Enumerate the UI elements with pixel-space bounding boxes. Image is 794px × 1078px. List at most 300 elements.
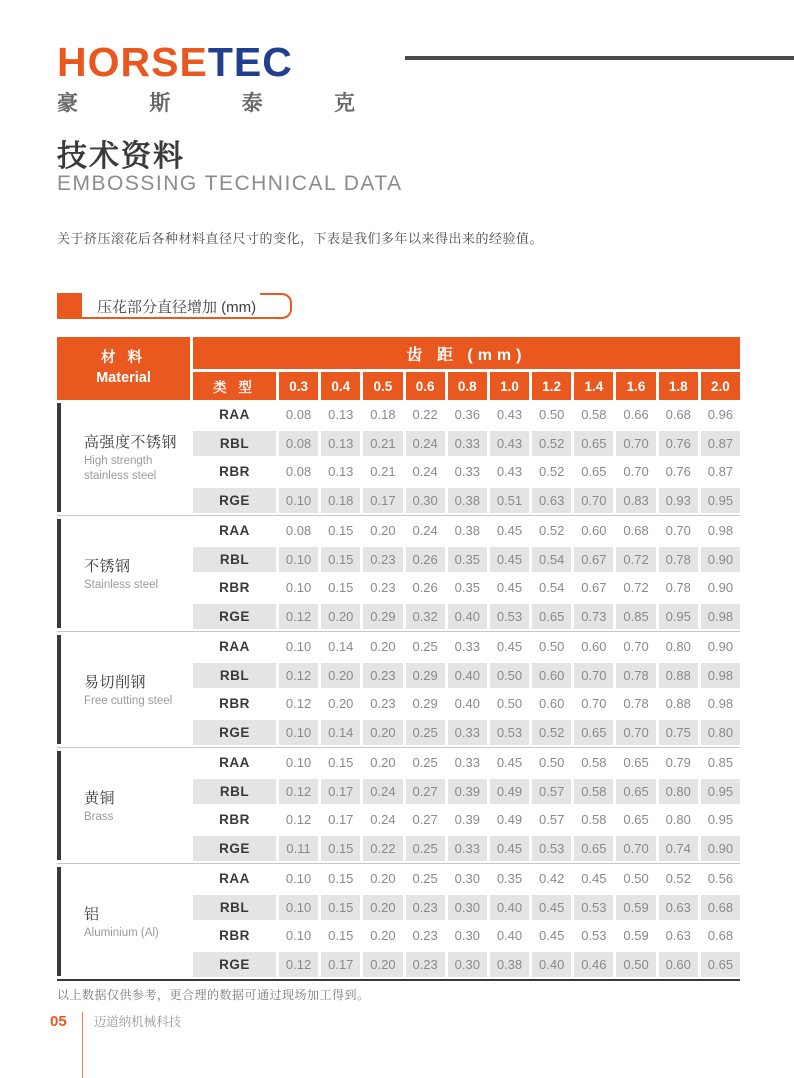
pitch-value-cell: 0.60 — [574, 632, 613, 661]
pitch-value-cell: 0.53 — [532, 834, 571, 863]
pitch-value-cell: 0.52 — [532, 429, 571, 458]
pitch-value-cell: 0.40 — [490, 893, 529, 922]
pitch-value-cell: 0.51 — [490, 486, 529, 515]
pitch-value-cell: 0.63 — [659, 893, 698, 922]
type-cell: RAA — [193, 748, 276, 777]
pitch-value-cell: 0.12 — [279, 950, 318, 979]
pitch-value-cell: 0.65 — [701, 950, 740, 979]
pitch-value-cell: 0.12 — [279, 806, 318, 835]
pitch-value-cell: 0.80 — [659, 777, 698, 806]
tag-corner-bracket — [260, 293, 292, 319]
pitch-value-cell: 0.20 — [363, 718, 402, 747]
pitch-value-cell: 0.30 — [406, 486, 445, 515]
pitch-value-cell: 0.25 — [406, 632, 445, 661]
pitch-column-header: 0.5 — [363, 372, 402, 400]
pitch-value-cell: 0.53 — [574, 922, 613, 951]
pitch-value-cell: 0.65 — [574, 429, 613, 458]
type-cell: RGE — [193, 602, 276, 631]
pitch-value-cell: 0.15 — [321, 748, 360, 777]
pitch-value-cell: 0.42 — [532, 864, 571, 893]
pitch-value-cell: 0.27 — [406, 777, 445, 806]
pitch-value-cell: 0.43 — [490, 429, 529, 458]
pitch-value-cell: 0.90 — [701, 834, 740, 863]
pitch-value-cell: 0.50 — [490, 690, 529, 719]
pitch-value-cell: 0.65 — [574, 458, 613, 487]
logo-tec-text: TEC — [207, 39, 293, 85]
pitch-value-cell: 0.35 — [448, 574, 487, 603]
pitch-value-cell: 0.63 — [532, 486, 571, 515]
pitch-value-cell: 0.33 — [448, 632, 487, 661]
pitch-value-cell: 0.83 — [616, 486, 655, 515]
pitch-value-cell: 0.50 — [616, 864, 655, 893]
pitch-value-cell: 0.12 — [279, 661, 318, 690]
pitch-column-header: 0.3 — [279, 372, 318, 400]
pitch-value-cell: 0.68 — [616, 516, 655, 545]
material-cell — [57, 400, 190, 515]
pitch-value-cell: 0.58 — [574, 806, 613, 835]
pitch-value-cell: 0.40 — [532, 950, 571, 979]
logo-horse-text: HORSE — [57, 39, 208, 85]
pitch-value-cell: 0.30 — [448, 864, 487, 893]
pitch-value-cell: 0.54 — [532, 545, 571, 574]
pitch-value-cell: 0.70 — [616, 834, 655, 863]
pitch-value-cell: 0.08 — [279, 400, 318, 429]
pitch-value-cell: 0.35 — [448, 545, 487, 574]
pitch-value-cell: 0.30 — [448, 893, 487, 922]
pitch-value-cell: 0.10 — [279, 922, 318, 951]
pitch-value-cell: 0.45 — [490, 516, 529, 545]
pitch-value-cell: 0.23 — [363, 690, 402, 719]
pitch-value-cell: 0.13 — [321, 400, 360, 429]
material-group — [57, 631, 740, 747]
pitch-value-cell: 0.57 — [532, 777, 571, 806]
table-header — [57, 337, 740, 400]
pitch-value-cell: 0.43 — [490, 458, 529, 487]
pitch-value-cell: 0.23 — [363, 661, 402, 690]
pitch-value-cell: 0.52 — [532, 516, 571, 545]
pitch-value-cell: 0.95 — [701, 806, 740, 835]
pitch-value-cell: 0.52 — [532, 718, 571, 747]
pitch-value-cell: 0.18 — [363, 400, 402, 429]
pitch-value-cell: 0.11 — [279, 834, 318, 863]
pitch-value-cell: 0.45 — [490, 834, 529, 863]
pitch-value-cell: 0.80 — [701, 718, 740, 747]
pitch-value-cell: 0.20 — [363, 516, 402, 545]
type-cell: RBR — [193, 806, 276, 835]
pitch-value-cell: 0.76 — [659, 429, 698, 458]
pitch-value-cell: 0.18 — [321, 486, 360, 515]
pitch-value-cell: 0.15 — [321, 922, 360, 951]
material-name-en: Free cutting steel — [84, 694, 173, 707]
material-name-en: High strength stainless steel — [84, 455, 157, 482]
pitch-value-cell: 0.17 — [321, 777, 360, 806]
pitch-value-cell: 0.10 — [279, 893, 318, 922]
material-name-cn: 高强度不锈钢 — [84, 434, 178, 452]
pitch-value-cell: 0.20 — [363, 893, 402, 922]
logo-chinese-char: 豪 — [57, 92, 78, 115]
pitch-value-cell: 0.95 — [659, 602, 698, 631]
pitch-value-cell: 0.70 — [574, 661, 613, 690]
pitch-column-header: 1.8 — [659, 372, 698, 400]
pitch-value-cell: 0.57 — [532, 806, 571, 835]
pitch-value-cell: 0.33 — [448, 458, 487, 487]
embossing-data-table — [57, 337, 740, 981]
pitch-column-header: 1.4 — [574, 372, 613, 400]
pitch-value-cell: 0.88 — [659, 661, 698, 690]
material-name-cn: 不锈钢 — [84, 557, 131, 575]
page-number: 05 — [50, 1013, 67, 1030]
pitch-value-cell: 0.70 — [659, 516, 698, 545]
material-name-cn: 黄铜 — [84, 789, 116, 807]
pitch-value-cell: 0.63 — [659, 922, 698, 951]
pitch-value-cell: 0.13 — [321, 458, 360, 487]
material-cell — [57, 516, 190, 631]
pitch-value-cell: 0.29 — [406, 661, 445, 690]
type-cell: RGE — [193, 718, 276, 747]
material-cell — [57, 748, 190, 863]
pitch-value-cell: 0.70 — [616, 718, 655, 747]
pitch-value-cell: 0.20 — [321, 602, 360, 631]
pitch-value-cell: 0.35 — [490, 864, 529, 893]
pitch-column-header: 2.0 — [701, 372, 740, 400]
pitch-value-cell: 0.20 — [363, 950, 402, 979]
pitch-value-cell: 0.23 — [406, 893, 445, 922]
pitch-value-cell: 0.21 — [363, 429, 402, 458]
pitch-value-cell: 0.24 — [406, 429, 445, 458]
pitch-value-cell: 0.40 — [448, 661, 487, 690]
pitch-value-cell: 0.45 — [490, 748, 529, 777]
pitch-value-cell: 0.59 — [616, 893, 655, 922]
pitch-value-cell: 0.08 — [279, 429, 318, 458]
pitch-value-cell: 0.33 — [448, 834, 487, 863]
pitch-value-cell: 0.39 — [448, 806, 487, 835]
pitch-value-cell: 0.73 — [574, 602, 613, 631]
pitch-value-cell: 0.98 — [701, 661, 740, 690]
tag-underline — [82, 317, 282, 319]
footer-company-name: 迈道纳机械科技 — [93, 1015, 182, 1029]
pitch-value-cell: 0.25 — [406, 834, 445, 863]
material-header-cell — [57, 337, 190, 400]
pitch-value-cell: 0.29 — [363, 602, 402, 631]
pitch-value-cell: 0.15 — [321, 545, 360, 574]
pitch-value-cell: 0.32 — [406, 602, 445, 631]
pitch-value-cell: 0.26 — [406, 545, 445, 574]
pitch-value-cell: 0.85 — [616, 602, 655, 631]
pitch-value-cell: 0.80 — [659, 632, 698, 661]
type-cell: RBL — [193, 429, 276, 458]
pitch-value-cell: 0.40 — [448, 690, 487, 719]
pitch-value-cell: 0.10 — [279, 748, 318, 777]
pitch-value-cell: 0.08 — [279, 516, 318, 545]
pitch-value-cell: 0.87 — [701, 429, 740, 458]
logo-wordmark — [57, 39, 355, 85]
pitch-value-cell: 0.58 — [574, 400, 613, 429]
pitch-value-cell: 0.14 — [321, 632, 360, 661]
pitch-value-cell: 0.15 — [321, 574, 360, 603]
pitch-value-cell: 0.53 — [490, 602, 529, 631]
material-name-cn: 易切削钢 — [84, 673, 147, 691]
type-cell: RBL — [193, 661, 276, 690]
type-cell: RBR — [193, 922, 276, 951]
material-name-en: Aluminium (Al) — [84, 926, 159, 939]
pitch-value-cell: 0.23 — [363, 574, 402, 603]
pitch-value-cell: 0.76 — [659, 458, 698, 487]
section-tag — [57, 293, 292, 319]
table-body — [57, 400, 740, 979]
pitch-value-cell: 0.15 — [321, 893, 360, 922]
pitch-value-cell: 0.53 — [574, 893, 613, 922]
pitch-value-cell: 0.98 — [701, 690, 740, 719]
pitch-value-cell: 0.12 — [279, 690, 318, 719]
material-group — [57, 863, 740, 979]
pitch-value-cell: 0.20 — [363, 632, 402, 661]
pitch-value-cell: 0.24 — [363, 806, 402, 835]
pitch-value-cell: 0.43 — [490, 400, 529, 429]
material-group — [57, 515, 740, 631]
pitch-value-cell: 0.38 — [448, 516, 487, 545]
type-cell: RAA — [193, 864, 276, 893]
pitch-value-cell: 0.58 — [574, 748, 613, 777]
pitch-value-cell: 0.90 — [701, 545, 740, 574]
pitch-column-header: 1.6 — [616, 372, 655, 400]
pitch-value-cell: 0.10 — [279, 864, 318, 893]
pitch-value-cell: 0.70 — [574, 486, 613, 515]
pitch-value-cell: 0.45 — [490, 574, 529, 603]
pitch-value-cell: 0.45 — [574, 864, 613, 893]
pitch-value-cell: 0.68 — [701, 922, 740, 951]
pitch-value-cell: 0.12 — [279, 602, 318, 631]
pitch-value-cell: 0.33 — [448, 429, 487, 458]
pitch-value-cell: 0.45 — [490, 632, 529, 661]
pitch-value-cell: 0.20 — [363, 748, 402, 777]
pitch-value-cell: 0.36 — [448, 400, 487, 429]
type-cell: RGE — [193, 950, 276, 979]
pitch-value-cell: 0.38 — [448, 486, 487, 515]
pitch-value-cell: 0.17 — [321, 806, 360, 835]
pitch-value-cell: 0.65 — [532, 602, 571, 631]
pitch-value-cell: 0.93 — [659, 486, 698, 515]
pitch-value-cell: 0.22 — [363, 834, 402, 863]
pitch-value-cell: 0.60 — [574, 516, 613, 545]
pitch-value-cell: 0.52 — [659, 864, 698, 893]
tag-square-icon — [57, 293, 82, 319]
pitch-value-cell: 0.39 — [448, 777, 487, 806]
pitch-value-cell: 0.50 — [490, 661, 529, 690]
logo-chinese-char: 泰 — [241, 92, 263, 115]
header-rule — [405, 56, 794, 60]
pitch-value-cell: 0.78 — [659, 545, 698, 574]
pitch-value-cell: 0.20 — [363, 922, 402, 951]
pitch-value-cell: 0.50 — [616, 950, 655, 979]
pitch-value-cell: 0.27 — [406, 806, 445, 835]
pitch-value-cell: 0.65 — [616, 748, 655, 777]
material-cell — [57, 632, 190, 747]
pitch-value-cell: 0.25 — [406, 748, 445, 777]
brand-logo — [57, 39, 355, 117]
pitch-value-cell: 0.21 — [363, 458, 402, 487]
pitch-value-cell: 0.50 — [532, 632, 571, 661]
pitch-value-cell: 0.45 — [532, 893, 571, 922]
pitch-value-cell: 0.72 — [616, 545, 655, 574]
type-cell: RBR — [193, 690, 276, 719]
pitch-value-cell: 0.25 — [406, 864, 445, 893]
pitch-value-cell: 0.96 — [701, 400, 740, 429]
pitch-value-cell: 0.29 — [406, 690, 445, 719]
pitch-value-cell: 0.56 — [701, 864, 740, 893]
pitch-value-cell: 0.68 — [701, 893, 740, 922]
pitch-value-cell: 0.98 — [701, 602, 740, 631]
pitch-value-cell: 0.70 — [574, 690, 613, 719]
pitch-value-cell: 0.66 — [616, 400, 655, 429]
pitch-value-cell: 0.46 — [574, 950, 613, 979]
page-title: 技术资料 — [57, 140, 185, 173]
type-cell: RGE — [193, 486, 276, 515]
pitch-value-cell: 0.65 — [616, 777, 655, 806]
pitch-value-cell: 0.52 — [532, 458, 571, 487]
pitch-value-cell: 0.78 — [616, 690, 655, 719]
material-cell — [57, 864, 190, 979]
pitch-value-cell: 0.79 — [659, 748, 698, 777]
pitch-value-cell: 0.60 — [659, 950, 698, 979]
pitch-value-cell: 0.08 — [279, 458, 318, 487]
pitch-value-cell: 0.40 — [448, 602, 487, 631]
pitch-value-cell: 0.50 — [532, 748, 571, 777]
pitch-value-cell: 0.24 — [406, 458, 445, 487]
pitch-value-cell: 0.68 — [659, 400, 698, 429]
pitch-value-cell: 0.70 — [616, 458, 655, 487]
logo-chinese-char: 斯 — [149, 92, 171, 115]
material-name-en: Stainless steel — [84, 578, 159, 591]
pitch-value-cell: 0.90 — [701, 574, 740, 603]
pitch-value-cell: 0.60 — [532, 690, 571, 719]
pitch-group-header-cell: 齿 距 (mm) — [193, 337, 740, 369]
pitch-column-header: 0.8 — [448, 372, 487, 400]
page-footer — [50, 1013, 181, 1032]
pitch-value-cell: 0.23 — [363, 545, 402, 574]
type-cell: RAA — [193, 400, 276, 429]
pitch-value-cell: 0.13 — [321, 429, 360, 458]
pitch-value-cell: 0.26 — [406, 574, 445, 603]
material-group — [57, 400, 740, 515]
intro-text: 关于挤压滚花后各种材料直径尺寸的变化，下表是我们多年以来得出来的经验值。 — [57, 231, 544, 246]
material-name-cn: 铝 — [84, 905, 100, 923]
pitch-value-cell: 0.10 — [279, 545, 318, 574]
pitch-column-header: 1.2 — [532, 372, 571, 400]
pitch-value-cell: 0.15 — [321, 516, 360, 545]
pitch-value-cell: 0.14 — [321, 718, 360, 747]
pitch-value-cell: 0.25 — [406, 718, 445, 747]
pitch-value-cell: 0.67 — [574, 574, 613, 603]
pitch-value-cell: 0.67 — [574, 545, 613, 574]
material-header-en: Material — [96, 369, 151, 386]
material-group — [57, 747, 740, 863]
pitch-value-cell: 0.22 — [406, 400, 445, 429]
pitch-value-cell: 0.70 — [616, 429, 655, 458]
pitch-value-cell: 0.95 — [701, 486, 740, 515]
pitch-value-cell: 0.87 — [701, 458, 740, 487]
pitch-value-cell: 0.49 — [490, 777, 529, 806]
pitch-value-cell: 0.10 — [279, 574, 318, 603]
pitch-value-cell: 0.75 — [659, 718, 698, 747]
section-tag-label: 压花部分直径增加 (mm) — [97, 298, 257, 316]
logo-chinese-name — [57, 87, 355, 117]
pitch-value-cell: 0.33 — [448, 718, 487, 747]
pitch-value-cell: 0.15 — [321, 864, 360, 893]
pitch-value-cell: 0.53 — [490, 718, 529, 747]
logo-chinese-char: 克 — [333, 92, 355, 115]
pitch-value-cell: 0.98 — [701, 516, 740, 545]
pitch-value-cell: 0.90 — [701, 632, 740, 661]
pitch-value-cell: 0.40 — [490, 922, 529, 951]
pitch-value-cell: 0.10 — [279, 632, 318, 661]
pitch-value-cell: 0.24 — [363, 777, 402, 806]
pitch-value-cell: 0.85 — [701, 748, 740, 777]
type-cell: RAA — [193, 516, 276, 545]
pitch-value-cell: 0.20 — [321, 661, 360, 690]
type-header-cell: 类 型 — [193, 372, 276, 400]
type-cell: RBR — [193, 458, 276, 487]
type-cell: RBL — [193, 777, 276, 806]
pitch-column-header: 0.4 — [321, 372, 360, 400]
pitch-value-cell: 0.65 — [574, 834, 613, 863]
pitch-value-cell: 0.78 — [616, 661, 655, 690]
pitch-value-cell: 0.74 — [659, 834, 698, 863]
pitch-value-cell: 0.30 — [448, 950, 487, 979]
pitch-value-cell: 0.58 — [574, 777, 613, 806]
pitch-value-cell: 0.50 — [532, 400, 571, 429]
type-cell: RBL — [193, 893, 276, 922]
pitch-value-cell: 0.49 — [490, 806, 529, 835]
pitch-value-cell: 0.15 — [321, 834, 360, 863]
type-cell: RBL — [193, 545, 276, 574]
pitch-value-cell: 0.59 — [616, 922, 655, 951]
pitch-value-cell: 0.10 — [279, 718, 318, 747]
pitch-value-cell: 0.65 — [574, 718, 613, 747]
pitch-value-cell: 0.12 — [279, 777, 318, 806]
pitch-value-cell: 0.65 — [616, 806, 655, 835]
pitch-value-cell: 0.60 — [532, 661, 571, 690]
pitch-value-cell: 0.17 — [321, 950, 360, 979]
material-name-en: Brass — [84, 810, 114, 823]
pitch-value-cell: 0.10 — [279, 486, 318, 515]
pitch-value-cell: 0.95 — [701, 777, 740, 806]
pitch-value-cell: 0.20 — [321, 690, 360, 719]
section-tag-label-wrap — [82, 293, 292, 319]
pitch-value-cell: 0.24 — [406, 516, 445, 545]
pitch-value-cell: 0.17 — [363, 486, 402, 515]
pitch-value-cell: 0.30 — [448, 922, 487, 951]
pitch-value-cell: 0.20 — [363, 864, 402, 893]
pitch-value-cell: 0.45 — [532, 922, 571, 951]
type-cell: RBR — [193, 574, 276, 603]
footnote-text: 以上数据仅供参考，更合理的数据可通过现场加工得到。 — [57, 988, 370, 1002]
page-subtitle: EMBOSSING TECHNICAL DATA — [57, 172, 403, 195]
pitch-value-cell: 0.54 — [532, 574, 571, 603]
pitch-value-cell: 0.88 — [659, 690, 698, 719]
pitch-value-cell: 0.33 — [448, 748, 487, 777]
pitch-value-cell: 0.72 — [616, 574, 655, 603]
pitch-value-cell: 0.70 — [616, 632, 655, 661]
pitch-value-cell: 0.38 — [490, 950, 529, 979]
type-cell: RGE — [193, 834, 276, 863]
pitch-value-cell: 0.80 — [659, 806, 698, 835]
pitch-column-header: 0.6 — [406, 372, 445, 400]
type-cell: RAA — [193, 632, 276, 661]
pitch-column-header: 1.0 — [490, 372, 529, 400]
pitch-value-cell: 0.23 — [406, 922, 445, 951]
pitch-value-cell: 0.23 — [406, 950, 445, 979]
pitch-value-cell: 0.45 — [490, 545, 529, 574]
